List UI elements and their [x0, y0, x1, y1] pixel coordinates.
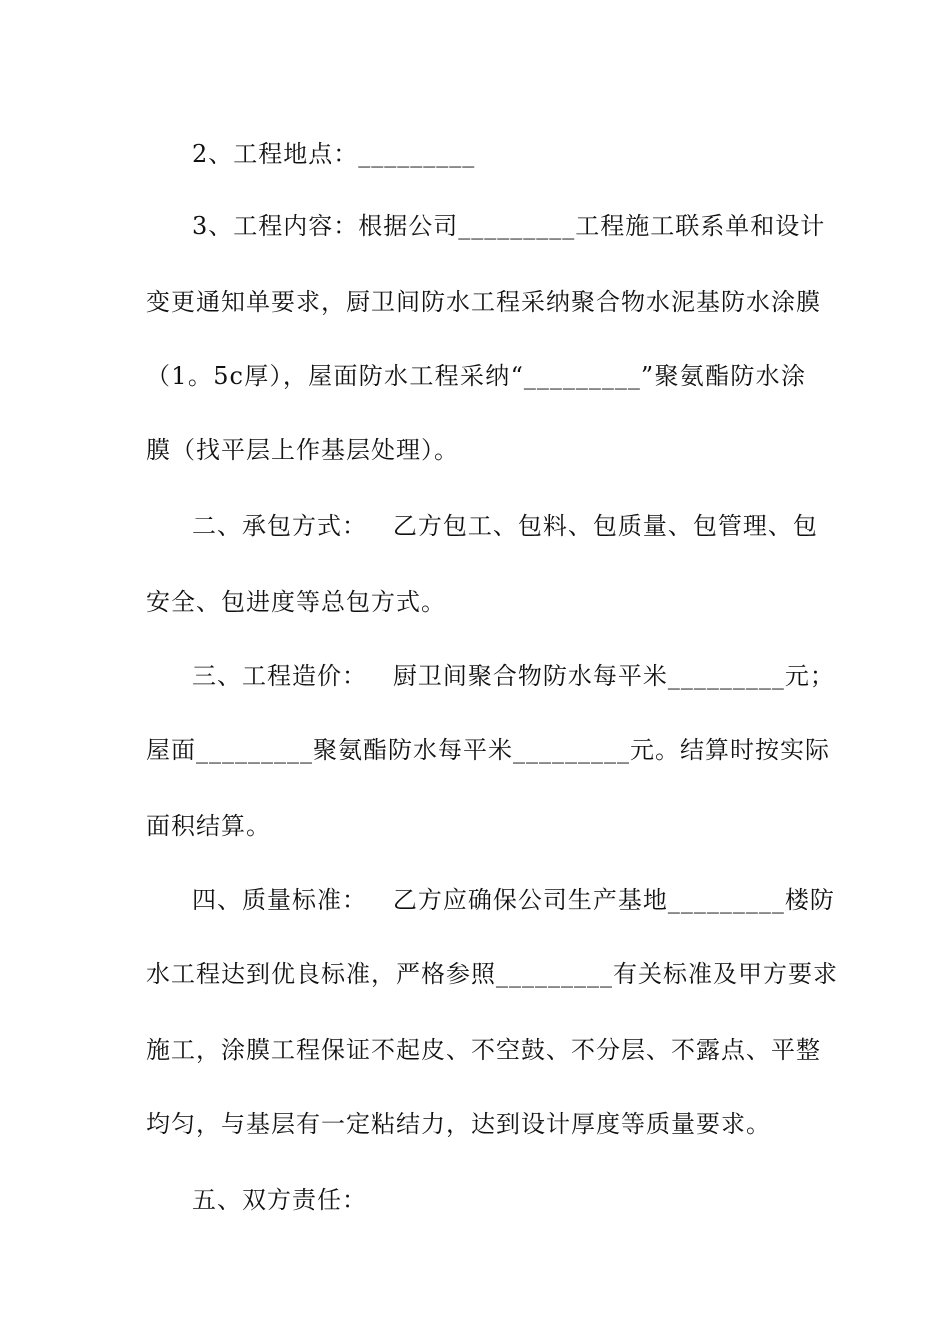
text-line-work-content-2: 变更通知单要求，厨卫间防水工程采纳聚合物水泥基防水涂膜: [146, 288, 821, 316]
text-line-quality-standard-3: 施工，涂膜工程保证不起皮、不空鼓、不分层、不露点、平整: [146, 1036, 821, 1064]
text-line-project-cost-3: 面积结算。: [146, 812, 271, 840]
text-line-project-cost: 三、工程造价： 厨卫间聚合物防水每平米_________元；: [192, 662, 835, 690]
text-line-project-cost-2: 屋面_________聚氨酯防水每平米_________元。结算时按实际: [146, 736, 830, 764]
text-line-contract-method: 二、承包方式： 乙方包工、包料、包质量、包管理、包: [192, 512, 818, 540]
text-line-work-content-4: 膜（找平层上作基层处理）。: [146, 436, 459, 464]
text-line-work-content-3: （1。5c厚），屋面防水工程采纳“_________”聚氨酯防水涂: [146, 362, 806, 390]
text-line-contract-method-2: 安全、包进度等总包方式。: [146, 588, 446, 616]
text-line-quality-standard: 四、质量标准： 乙方应确保公司生产基地_________楼防: [192, 886, 835, 914]
text-line-work-content: 3、工程内容：根据公司_________工程施工联系单和设计: [192, 212, 826, 240]
text-line-responsibilities: 五、双方责任：: [192, 1186, 367, 1214]
text-line-work-location: 2、工程地点：_________: [192, 140, 476, 168]
text-line-quality-standard-2: 水工程达到优良标准，严格参照_________有关标准及甲方要求: [146, 960, 838, 988]
text-line-quality-standard-4: 均匀，与基层有一定粘结力，达到设计厚度等质量要求。: [146, 1110, 771, 1138]
